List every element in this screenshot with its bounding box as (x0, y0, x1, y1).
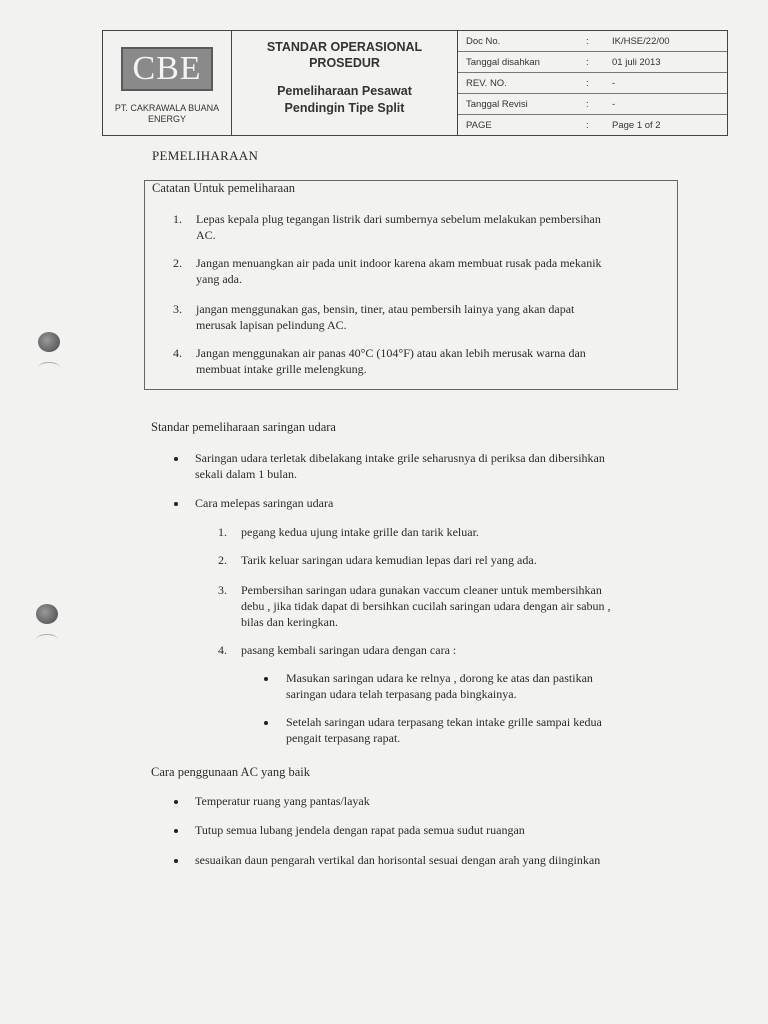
section-title: PEMELIHARAAN (152, 148, 259, 163)
usage-heading: Cara penggunaan AC yang baik (151, 765, 310, 779)
bullet-dot (174, 800, 178, 804)
punch-hole (36, 604, 58, 624)
document-header (102, 30, 728, 136)
bullet-dot (264, 677, 268, 681)
maintenance-notes-box: Catatan Untuk pemeliharaan 1. Lepas kepala plug tegangan listrik dari sumbernya sebelum melakukan pembersihan AC. 2. Jangan menuangkan air pada unit indoor karena akam membuat rusak pada mekanik yang ada. 3. jangan menggunakan gas, bensin, tiner, atau pembersih lainya yang akan dapat merusak lapisan pelindung AC. 4. Jangan menggunakan air panas 40°C (104°F) atau akan lebih merusak warna dan membuat intake grille melengkung. (144, 180, 678, 390)
filter-bullet-text: Saringan udara terletak dibelakang intake grile seharusnya di periksa dan dibersihkan sekali dalam 1 bulan. (195, 451, 605, 481)
document-type: STANDAR OPERASIONAL PROSEDUR (266, 40, 423, 70)
usage-bullet-text: Temperatur ruang yang pantas/layak (195, 794, 370, 808)
punch-hole-mark (36, 634, 58, 645)
bullet-dot (174, 859, 178, 863)
bullet-dot (174, 457, 178, 461)
title-cell (232, 31, 458, 135)
document-title: Pemeliharaan Pesawat Pendingin Tipe Split (277, 84, 412, 115)
meta-row-date-approved: Tanggal disahkan : 01 juli 2013 (458, 52, 727, 73)
punch-hole-mark (38, 362, 60, 373)
notes-title: Catatan Untuk pemeliharaan (152, 181, 295, 195)
filter-removal-heading: Cara melepas saringan udara (195, 496, 334, 510)
logo-cell (103, 31, 232, 135)
meta-row-revision-date: Tanggal Revisi : - (458, 94, 727, 115)
company-logo: CBE (121, 47, 213, 91)
bullet-dot (174, 829, 178, 833)
meta-row-page: PAGE : Page 1 of 2 (466, 119, 661, 131)
meta-row-rev-no: REV. NO. : - (458, 73, 727, 94)
install-step-text: Setelah saringan udara terpasang tekan intake grille sampai kedua pengait terpasang rapat. (286, 715, 602, 745)
bullet-dot (264, 721, 268, 725)
company-name: PT. CAKRAWALA BUANA ENERGY (114, 103, 220, 124)
punch-hole (38, 332, 60, 352)
install-step-text: Masukan saringan udara ke relnya , dorong ke atas dan pastikan saringan udara telah terpasang pada bingkainya. (286, 671, 593, 701)
meta-cell (458, 31, 727, 135)
bullet-dot (174, 502, 178, 506)
usage-bullet-text: sesuaikan daun pengarah vertikal dan horisontal sesuai dengan arah yang diinginkan (195, 853, 601, 867)
usage-bullet-text: Tutup semua lubang jendela dengan rapat pada semua sudut ruangan (195, 823, 525, 837)
meta-row-doc-no: Doc No. : IK/HSE/22/00 (458, 31, 727, 52)
filter-heading: Standar pemeliharaan saringan udara (151, 420, 336, 434)
